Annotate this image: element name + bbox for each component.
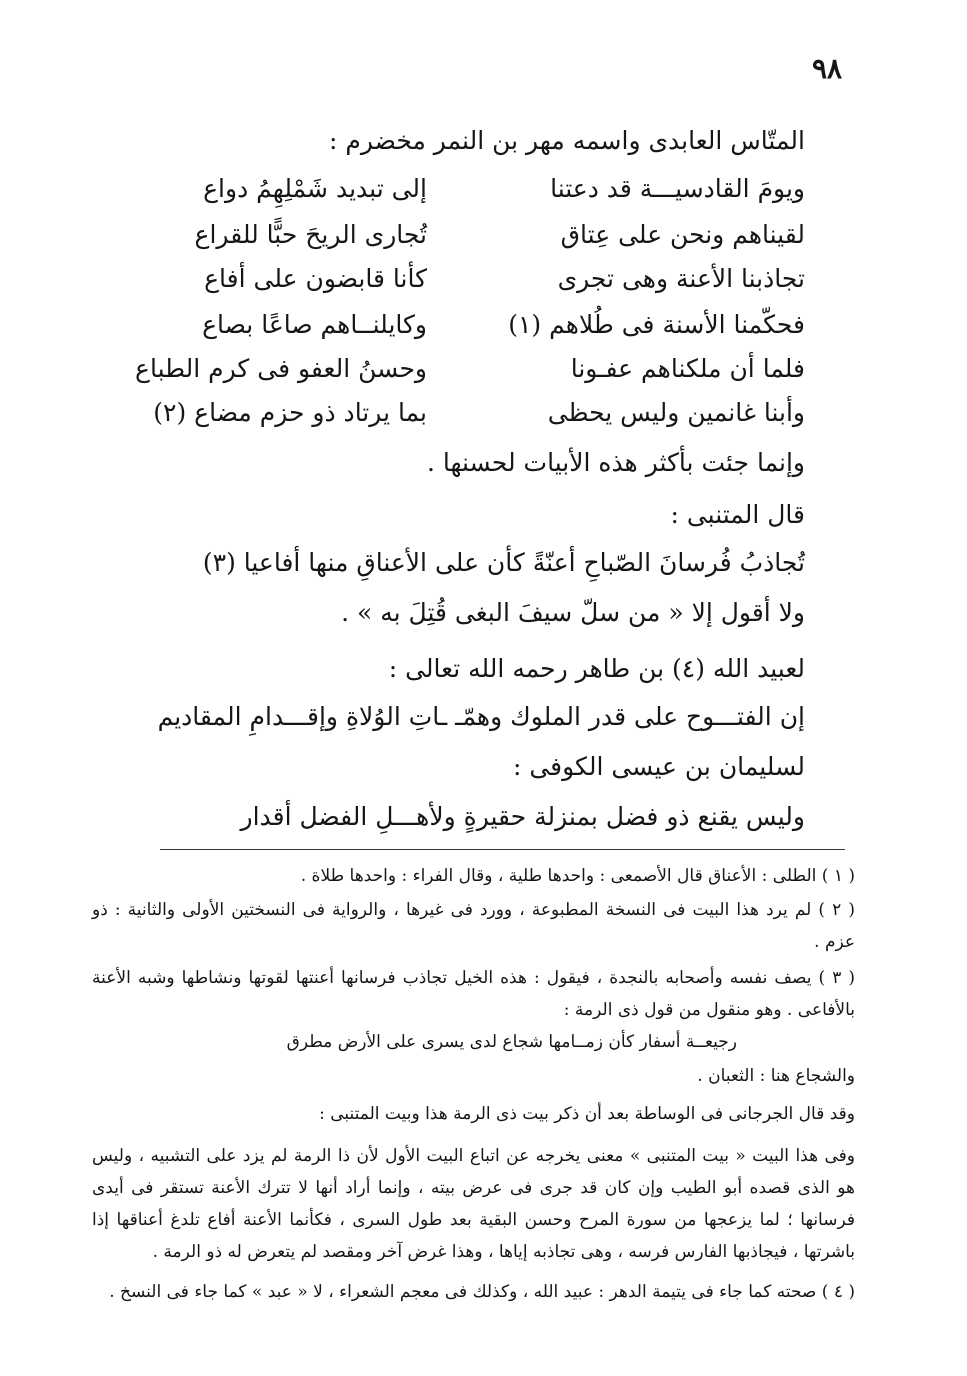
mutanabbi-comment: ولا أقول إلا « من سلّ سيفَ البغى قُتِلَ به » . — [341, 598, 805, 627]
poem1-verse2-left: تُجارى الريحَ حبًّا للقراع — [194, 220, 427, 249]
footnote-3-verse: رجيعــة أسفار كأن زمــامها شجاع لدى يسرى على الأرض مطرق — [286, 1032, 737, 1052]
poem1-verse1-right: ويومَ القادسيـــة قد دعتنا — [550, 174, 805, 203]
footnote-3: ( ٣ ) يصف نفسه وأصحابه بالنجدة ، فيقول : هذه الخيل تجاذب فرسانها أعنتها لقوتها ونشاطها وشبه الأعنة بالأفاعى . وهو منقول من قول ذى الرمة : — [92, 968, 855, 1020]
page-number: ٩٨ — [812, 52, 843, 85]
ubaidallah-intro: لعبيد الله (٤) بن طاهر رحمه الله تعالى : — [388, 654, 805, 683]
footnote-3-paragraph: وفى هذا البيت « بيت المتنبى » معنى يخرجه عن اتباع البيت الأول لأن ذا الرمة لم يزد على التشبيه ، وليس هو الذى قصده أبو الطيب وإن كان قد جرى فى عرض بيته ، وإنما أراد أنها لا تترك الأعنة تستقر فى أيدى فرسانها ؛ لما يزعجها من سورة المرح وحسن البقية بعد طول السرى ، فكأنما الأعنة أفاع تلدغ أعناقها إذا باشرتها ، فيجاذبها الفارس فرسه ، وهى تجاذبه إياها ، وهذا غرض آخر ومقصد لم يتعرض له ذو الرمة . — [92, 1146, 855, 1262]
mutanabbi-verse: تُجاذبُ فُرسانَ الصّباحِ أعنّةً كأن على الأعناقِ منها أفاعيا (٣) — [202, 548, 805, 577]
footnote-4: ( ٤ ) صحته كما جاء فى يتيمة الدهر : عبيد الله ، وكذلك فى معجم الشعراء ، لا « عبد » كما جاء فى النسخ . — [109, 1282, 855, 1302]
poem1-verse6-left: بما يرتاد ذو حزم مضاع (٢) — [153, 398, 427, 427]
footnote-2: ( ٢ ) لم يرد هذا البيت فى النسخة المطبوعة ، وورد فى غيرها ، والرواية فى النسختين الأولى والثانية : ذو عزم . — [92, 900, 855, 952]
poem1-verse4-left: وكايلنــاهم صاعًا بصاع — [202, 310, 427, 339]
poem1-verse3-left: كأنا قابضون على أفاع — [204, 264, 427, 293]
comment-line: وإنما جئت بأكثر هذه الأبيات لحسنها . — [426, 448, 805, 477]
footnote-3-note: والشجاع هنا : الثعبان . — [697, 1066, 855, 1086]
mutanabbi-intro: قال المتنبى : — [670, 500, 805, 529]
footnote-divider — [160, 849, 845, 850]
footnote-1: ( ١ ) الطلى : الأعناق قال الأصمعى : واحدها طلية ، وقال الفراء : واحدها طلاة . — [300, 866, 855, 886]
poem1-verse3-right: تجاذبنا الأعنة وهى تجرى — [557, 264, 805, 293]
poem1-verse1-left: إلى تبديد شَمْلِهِمُ دواع — [203, 174, 427, 203]
poem1-verse5-left: وحسنُ العفو فى كرم الطباع — [135, 354, 427, 383]
intro-line: المتّاس العابدى واسمه مهر بن النمر مخضرم : — [329, 126, 805, 155]
poem1-verse5-right: فلما أن ملكناهم عفـونا — [570, 354, 805, 383]
poem1-verse2-right: لقيناهم ونحن على عِتاق — [560, 220, 805, 249]
ubaidallah-verse: إن الفتـــوح على قدر الملوك وهمّـ ـاتِ الوُلاةِ وإقـــدامِ المقاديم — [157, 702, 805, 731]
poem1-verse4-right: فحكّمنا الأسنة فى طُلاهم (١) — [508, 310, 805, 339]
footnote-3-jurjani: وقد قال الجرجانى فى الوساطة بعد أن ذكر بيت ذى الرمة هذا وبيت المتنبى : — [319, 1104, 855, 1124]
poem1-verse6-right: وأبنا غانمين وليس يحظى — [547, 398, 805, 427]
sulaiman-verse: وليس يقنع ذو فضل بمنزلة حقيرةٍ ولأهـــلِ الفضل أقدار — [240, 802, 805, 831]
sulaiman-intro: لسليمان بن عيسى الكوفى : — [512, 752, 805, 781]
